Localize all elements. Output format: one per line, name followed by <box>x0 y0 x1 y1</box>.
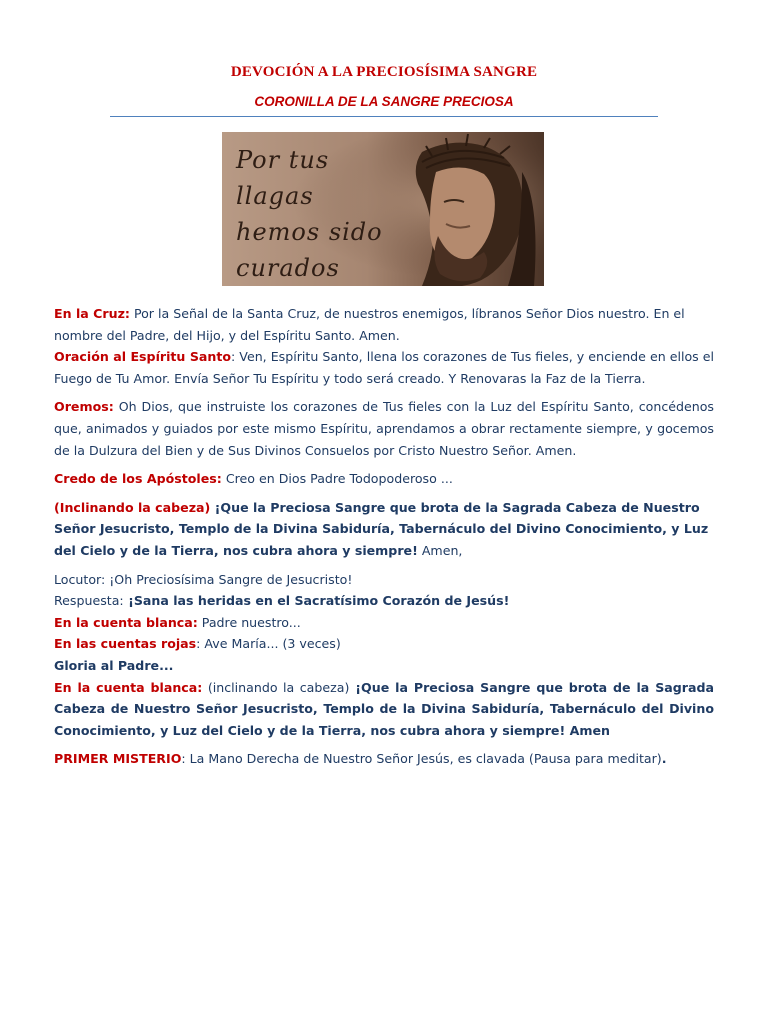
paragraph-oremos <box>54 396 714 461</box>
label-cuentas-rojas: En las cuentas rojas <box>54 636 197 652</box>
title-divider <box>110 116 658 117</box>
image-caption-line: hemos sido <box>236 218 383 246</box>
paragraph-credo <box>54 468 714 490</box>
paragraph-cuenta-blanca-1 <box>54 612 714 634</box>
document-subtitle: CORONILLA DE LA SANGRE PRECIOSA <box>254 94 514 109</box>
label-respuesta: Respuesta: <box>54 593 124 609</box>
bold-gloria: Gloria al Padre... <box>54 657 174 673</box>
bold-respuesta: ¡Sana las heridas en el Sacratísimo Corazón de Jesús! <box>123 593 510 609</box>
text-cuenta-blanca-2: (inclinando la cabeza) <box>202 679 350 695</box>
label-oracion-espiritu-santo: Oración al Espíritu Santo <box>54 349 232 365</box>
label-cuenta-blanca-1: En la cuenta blanca: <box>54 614 198 630</box>
text-en-la-cruz: Por la Señal de la Santa Cruz, de nuestros enemigos, líbranos Señor Dios nuestro. En el nombre del Padre, del Hijo, y del Espíritu Santo. Amen. <box>54 306 685 343</box>
paragraph-cuenta-blanca-2 <box>54 677 714 742</box>
label-en-la-cruz: En la Cruz: <box>54 306 130 321</box>
text-inclinando: Amen, <box>417 542 463 558</box>
label-inclinando: (Inclinando la cabeza) <box>54 499 211 515</box>
document-title: DEVOCIÓN A LA PRECIOSÍSIMA SANGRE <box>230 64 538 80</box>
bold-cuenta-blanca-2: ¡Que la Preciosa Sangre que brota de la Sagrada Cabeza de Nuestro Señor Jesucristo, Templo de la Divina Sabiduría, Tabernáculo del Divino Conocimiento, y Luz del Cielo y de la Tierra, nos cubra ahora y siempre! Amen <box>54 679 714 738</box>
text-credo: Creo en Dios Padre Todopoderoso ... <box>221 471 453 487</box>
text-oracion-espiritu-santo: : Ven, Espíritu Santo, llena los corazones de Tus fieles, y enciende en ellos el Fuego de Tu Amor. Envía Señor Tu Espíritu y todo será creado. Y Renovaras la Faz de la Tierra. <box>54 349 715 386</box>
paragraph-respuesta <box>54 590 714 612</box>
paragraph-inclinando <box>54 497 714 562</box>
label-credo: Credo de los Apóstoles: <box>54 471 222 487</box>
text-cuentas-rojas: : Ave María... (3 veces) <box>196 636 341 652</box>
bold-inclinando: ¡Que la Preciosa Sangre que brota de la Sagrada Cabeza de Nuestro Señor Jesucristo, Templo de la Divina Sabiduría, Tabernáculo del Divino Conocimiento, y Luz del Cielo y de la Tierra, nos cubra ahora y siempre! <box>54 499 709 558</box>
image-caption-line: Por tus <box>236 146 330 174</box>
paragraph-espiritu-santo <box>54 346 714 389</box>
paragraph-primer-misterio <box>54 748 714 770</box>
image-caption <box>236 142 383 286</box>
text-locutor: Locutor: ¡Oh Preciosísima Sangre de Jesucristo! <box>54 571 353 587</box>
paragraph-cruz <box>54 303 714 346</box>
end-primer-misterio: . <box>661 751 667 767</box>
text-oremos: Oh Dios, que instruiste los corazones de Tus fieles con la Luz del Espíritu Santo, concédenos que, animados y guiados por este mismo Espíritu, aprendamos a obrar rectamente siempre, y gocemos de la Dulzura del Bien y de Sus Divinos Consuelos por Cristo Nuestro Señor. Amen. <box>54 399 714 458</box>
text-primer-misterio: : La Mano Derecha de Nuestro Señor Jesús, es clavada (Pausa para meditar) <box>181 751 662 767</box>
paragraph-cuentas-rojas <box>54 633 714 655</box>
label-primer-misterio: PRIMER MISTERIO <box>54 751 182 767</box>
text-cuenta-blanca-1: Padre nuestro... <box>197 614 301 630</box>
paragraph-locutor <box>54 569 714 591</box>
paragraph-gloria <box>54 655 714 677</box>
image-caption-line: llagas <box>236 182 314 210</box>
label-oremos: Oremos: <box>54 399 114 415</box>
image-caption-line: curados <box>236 254 340 282</box>
devotional-image <box>222 132 544 286</box>
label-cuenta-blanca-2: En la cuenta blanca: <box>54 679 203 695</box>
document-body <box>54 303 714 770</box>
